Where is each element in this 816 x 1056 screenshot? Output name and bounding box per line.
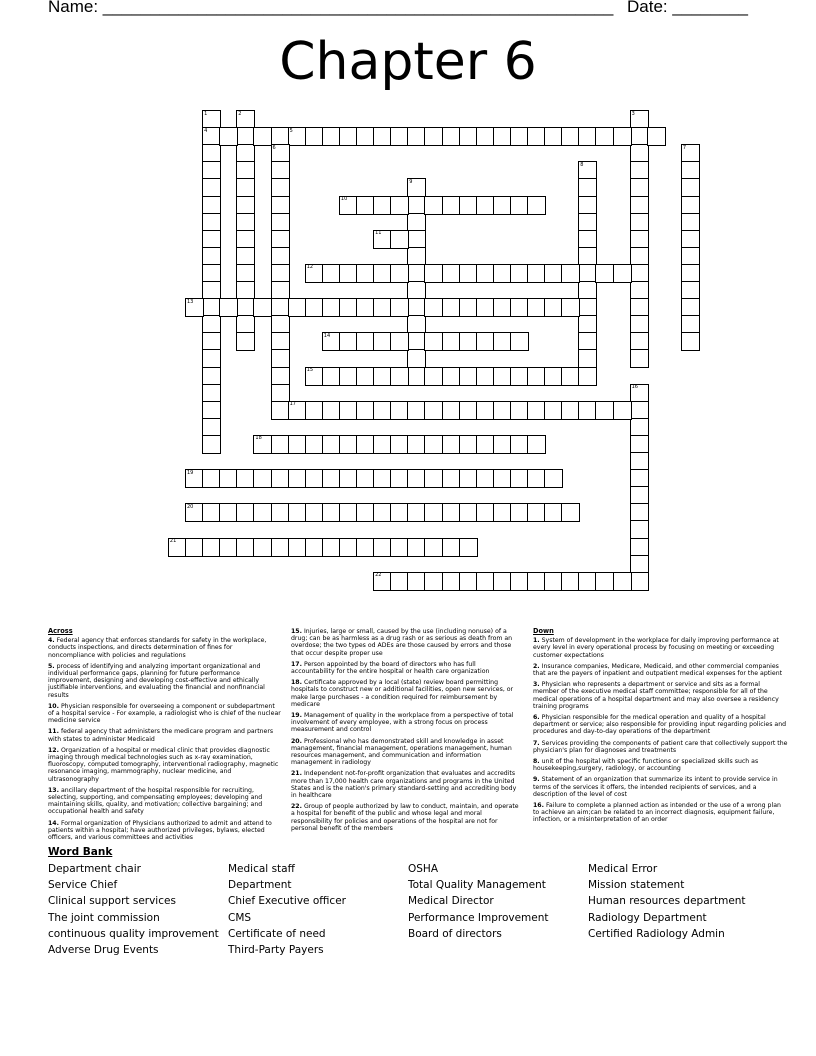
word-bank-item: Total Quality Management (408, 879, 546, 892)
clue-number: 20 (187, 503, 194, 510)
word-bank-item: Clinical support services (48, 895, 176, 908)
clue-text: Formal organization of Physicians authorized to admit and attend to patients within a hospital; have authorized privileges, bylaws, elected officers, and various committees and activities (48, 819, 272, 842)
clue-number-label: 5. (48, 662, 55, 670)
clue-text: federal agency that administers the medicare program and partners with states to administer Medicaid (48, 728, 274, 743)
word-bank-item: Department chair (48, 863, 141, 875)
clue-number-label: 20. (291, 737, 302, 745)
word-bank-item: CMS (228, 911, 252, 924)
clue-number-label: 14. (48, 819, 59, 827)
grid-cell[interactable] (236, 332, 255, 351)
clue-number: 1 (204, 110, 208, 117)
clue-number: 14 (323, 332, 331, 339)
clue-item (48, 703, 281, 725)
clue-text: Injuries, large or small, caused by the use (including nonuse) of a drug; can be as harmless as a drug rash or as serious as death from an overdose; the two types od ADEs are those caused by errors and those that occur despite proper use (291, 628, 513, 657)
clue-number: 6 (272, 144, 276, 151)
grid-cell[interactable] (613, 572, 632, 591)
clue-item (533, 802, 788, 824)
word-bank (48, 846, 788, 957)
clue-number-label: 1. (533, 637, 540, 645)
grid-cell[interactable] (544, 469, 563, 488)
grid-cell[interactable] (219, 298, 238, 317)
clue-number-label: 11. (48, 728, 59, 736)
clue-item (533, 740, 788, 754)
clue-text: Professional who has demonstrated skill and knowledge in asset management, financial management, operations management, human resources management, and communication and information management in radiology (291, 737, 512, 767)
clue-number-label: 18. (291, 679, 302, 687)
clue-text: Person appointed by the board of directors who has full accountability for the entire hospital or health care organization (291, 660, 490, 676)
clue-number: 16 (631, 384, 638, 391)
clue-item (533, 758, 788, 772)
clue-item (48, 663, 281, 699)
grid-cell[interactable] (681, 332, 700, 351)
word-bank-column (228, 861, 408, 958)
clue-text: ancillary department of the hospital responsible for recruiting, selecting, supporting, and compensating employees; developing and maintaining skills, quality, and motivation; collective bargaining; and occupational health and safety (48, 786, 263, 816)
word-bank-item: Certificate of need (228, 927, 326, 940)
clue-text: Physician who represents a department or service and sits as a formal member of the executive medical staff committee; responsible for all of the medical operations of a hospital department and may also oversee a residency training programs (533, 681, 779, 710)
clue-text: System of development in the workplace for daily improving performance at every level in every operational process by focusing on meeting or exceeding customer expectations (533, 637, 779, 659)
grid-cell[interactable] (613, 264, 632, 283)
clue-number: 12 (306, 264, 314, 271)
clue-item (291, 770, 521, 799)
clue-number-label: 7. (533, 739, 540, 747)
word-bank-item: Third-Party Payers (228, 944, 324, 957)
clue-item (533, 681, 788, 710)
clue-number-label: 9. (533, 776, 540, 784)
word-bank-item: OSHA (408, 863, 439, 875)
word-bank-column (588, 861, 768, 942)
clue-text: Certificate approved by a local (state) review board permitting hospitals to construct new or additional facilities, open new services, or make large purchases - a condition required for reimbursement by medicare (291, 679, 514, 708)
clue-number-label: 22. (291, 803, 302, 811)
word-bank-item: Adverse Drug Events (48, 944, 159, 957)
name-field[interactable]: Name: ______________________________________________________ (48, 0, 614, 16)
grid-cell[interactable] (527, 435, 546, 454)
word-bank-column (408, 861, 588, 942)
clue-item (291, 712, 521, 734)
clue-item (291, 738, 521, 767)
word-bank-item: Medical Error (588, 863, 658, 875)
clue-number: 19 (187, 469, 194, 476)
word-bank-item: Medical Director (408, 895, 494, 908)
clue-item (291, 661, 521, 675)
clue-number: 2 (238, 110, 242, 117)
clue-item (533, 776, 788, 798)
clue-text: Statement of an organization that summarize its intent to provide service in terms of the services it offers, the intended recipients of services, and a description of the level of cost (533, 776, 778, 798)
clue-number: 7 (682, 144, 687, 151)
clue-item (48, 787, 281, 816)
grid-cell[interactable] (510, 332, 529, 351)
clue-text: Federal agency that enforces standards for safety in the workplace, conducts inspections, and directs determination of fines for noncompliance with policies and regulations (48, 637, 267, 659)
clue-number-label: 2. (533, 662, 540, 670)
grid-cell[interactable] (630, 572, 649, 591)
clue-text: process of identifying and analyzing important organizational and individual performance gaps, planning for future performance improvement, designing and developing cost-effective and ethically justifiable interventions, and evaluating the financial and nonfinancial results (48, 662, 265, 699)
clue-text: unit of the hospital with specific functions or specialized skills such as housekeeping,surgery, radiology, or accounting (533, 758, 759, 773)
clue-number: 22 (375, 572, 382, 579)
clue-number: 3 (631, 110, 635, 117)
grid-cell[interactable] (561, 503, 580, 522)
word-bank-item: Radiology Department (588, 911, 707, 924)
word-bank-item: Chief Executive officer (228, 895, 346, 908)
clue-number: 21 (169, 538, 177, 544)
clue-number-label: 19. (291, 712, 302, 720)
word-bank-item: Medical staff (228, 863, 295, 875)
grid-cell[interactable] (613, 401, 632, 420)
page-title: Chapter 6 (279, 32, 537, 92)
clue-number-label: 16. (533, 802, 544, 810)
word-bank-title: Word Bank (48, 846, 113, 858)
grid-cell[interactable] (630, 349, 649, 368)
word-bank-item: The joint commission (48, 911, 160, 924)
clue-text: Services providing the components of patient care that collectively support the physician's plan for diagnoses and treatments (533, 739, 788, 754)
clue-number-label: 4. (48, 637, 55, 645)
word-bank-item: Department (228, 879, 292, 892)
clue-number-label: 13. (48, 786, 59, 794)
clue-number: 9 (409, 178, 413, 185)
clue-number: 17 (289, 401, 296, 408)
clue-item (291, 803, 521, 832)
grid-cell[interactable] (390, 332, 409, 351)
clue-number: 4 (204, 127, 208, 134)
date-field[interactable]: Date: ________ (627, 0, 748, 16)
grid-cell[interactable] (390, 298, 409, 317)
clue-item (533, 714, 788, 736)
grid-cell[interactable] (561, 264, 580, 283)
across-clues (48, 628, 281, 845)
clue-number: 18 (255, 435, 262, 442)
clue-item (48, 820, 281, 842)
clue-number-label: 21. (291, 770, 302, 778)
word-bank-item: Mission statement (588, 879, 685, 892)
across-clues-continued (291, 628, 521, 836)
clue-text: Management of quality in the workplace from a perspective of total involvement of every employee, with a strong focus on process measurement and control (291, 712, 514, 734)
clue-number-label: 12. (48, 746, 59, 754)
clue-number: 15 (306, 367, 314, 373)
clue-text: Insurance companies, Medicare, Medicaid, and other commercial companies that are the payers of inpatient and outpatient medical expenses for the aptient (533, 662, 783, 678)
grid-cell[interactable] (647, 127, 666, 146)
clue-text: Physician responsible for the medical operation and quality of a hospital department or service; also responsible for providing input regarding policies and procedures and day-to-day operations of the department (533, 714, 787, 736)
clue-text: Group of people authorized by law to conduct, maintain, and operate a hospital for benefit of the public and whose legal and moral responsibility for policies and operations of the hospital are not for personal benefit of the members (291, 803, 519, 832)
clue-number-label: 8. (533, 758, 540, 766)
clue-item (533, 637, 788, 659)
down-clues (533, 628, 788, 828)
grid-cell[interactable] (459, 538, 478, 557)
clue-number-label: 17. (291, 660, 302, 668)
word-bank-item: continuous quality improvement (48, 927, 219, 940)
clue-number: 13 (187, 298, 194, 305)
clue-text: Organization of a hospital or medical clinic that provides diagnostic imaging through medical technologies such as x-ray examination, fluoroscopy, computed tomography, interventional radiography, magnetic resonance imaging, mammography, nuclear medicine, and ultrasonography (48, 746, 279, 783)
grid-cell[interactable] (253, 298, 272, 317)
clue-number-label: 3. (533, 681, 540, 689)
down-heading: Down (533, 627, 554, 635)
word-bank-item: Performance Improvement (408, 911, 549, 924)
word-bank-item: Board of directors (408, 927, 502, 940)
clue-item (48, 637, 281, 659)
grid-cell[interactable] (202, 435, 221, 454)
word-bank-item: Human resources department (588, 895, 746, 908)
across-heading: Across (48, 627, 73, 635)
word-bank-item: Certified Radiology Admin (588, 927, 725, 940)
clue-text: Physician responsible for overseeing a component or subdepartment of a hospital service - For example, a radiologist who is chief of the nuclear medicine service (48, 702, 281, 725)
clue-item (533, 663, 788, 677)
grid-cell[interactable] (219, 127, 238, 146)
grid-cell[interactable] (561, 298, 580, 317)
word-bank-item: Service Chief (48, 879, 118, 892)
grid-cell[interactable] (390, 230, 409, 249)
clue-item (48, 747, 281, 783)
grid-cell[interactable] (390, 367, 409, 386)
clue-number: 5 (289, 127, 293, 134)
grid-cell[interactable] (527, 196, 546, 215)
clue-number: 10 (340, 196, 348, 202)
clue-number: 8 (580, 161, 584, 168)
clue-item (291, 628, 521, 657)
clue-number: 11 (375, 230, 382, 237)
grid-cell[interactable] (390, 196, 409, 215)
clue-item (48, 728, 281, 742)
grid-cell[interactable] (613, 127, 632, 146)
grid-cell[interactable] (578, 367, 597, 386)
clue-item (291, 679, 521, 708)
clue-text: Failure to complete a planned action as intended or the use of a wrong plan to achieve an aim;can be related to an incorrect diagnosis, equipment failure, infection, or a misinterpretation of an order (533, 802, 781, 824)
clue-text: Independent not-for-profit organization that evaluates and accredits more than 17,000 health care organizations and programs in the United States and is the nation's primary standard-setting and accrediting body in healthcare (291, 770, 517, 800)
word-bank-column (48, 861, 228, 958)
clue-number-label: 15. (291, 628, 302, 635)
grid-cell[interactable] (390, 264, 409, 283)
clue-number-label: 6. (533, 714, 540, 722)
clue-number-label: 10. (48, 702, 59, 710)
